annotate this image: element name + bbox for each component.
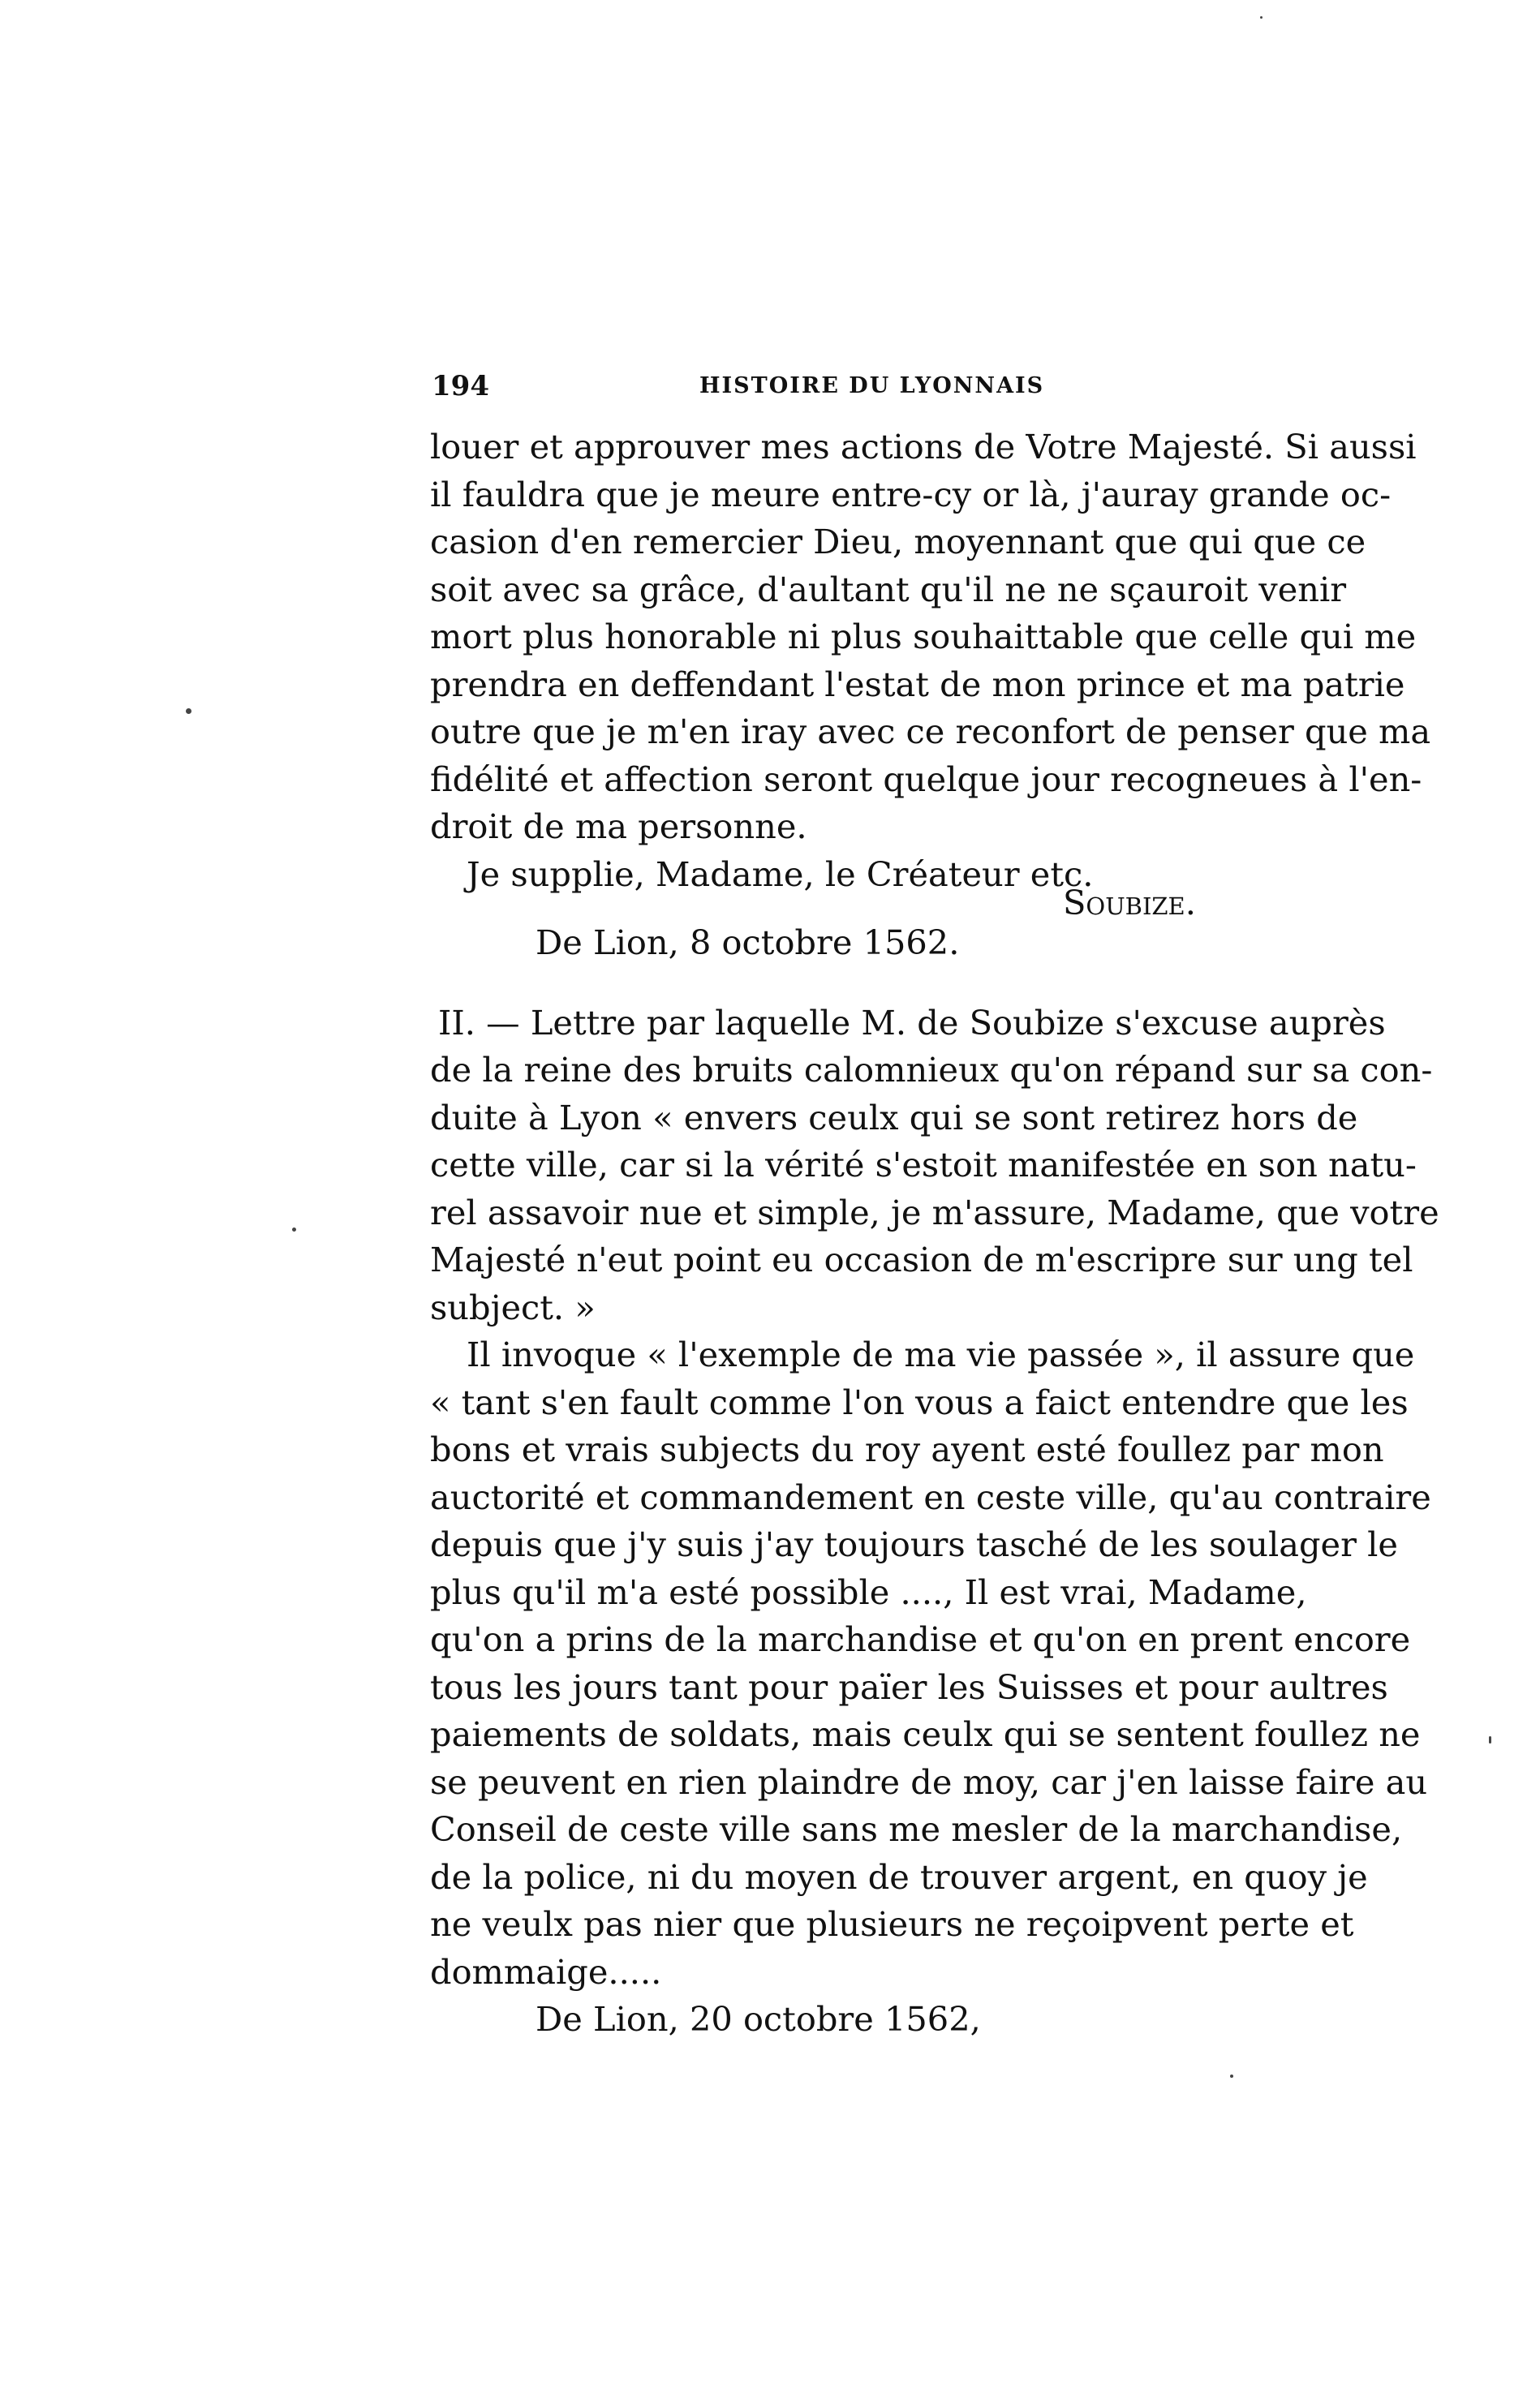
text-line: soit avec sa grâce, d'aultant qu'il ne ne sçauroit venir [430,569,1347,609]
letter-2-paragraph [430,1331,1431,2044]
page-number: 194 [432,370,489,402]
text-line: il fauldra que je meure entre-cy or là, j'auray grande oc- [430,474,1392,514]
scan-speck [186,708,191,714]
scan-speck [292,1228,296,1232]
text-line: subject. » [430,1287,596,1327]
text-line: duite à Lyon « envers ceulx qui se sont retirez hors de [430,1097,1358,1137]
text-line: depuis que j'y suis j'ay toujours tasché de les soulager le [430,1524,1398,1564]
letter-dateline: De Lion, 8 octobre 1562. [536,922,960,962]
text-line: outre que je m'en iray avec ce reconfort de penser que ma [430,712,1431,751]
text-line: cette ville, car si la vérité s'estoit manifestée en son natu- [430,1145,1417,1185]
text-line: casion d'en remercier Dieu, moyennant que qui que ce [430,522,1366,561]
text-line: dommaige..... [430,1951,662,1992]
section-gap [430,967,1302,1000]
letter-closing: Je supplie, Madame, le Créateur etc. [467,854,1094,894]
text-line: Conseil de ceste ville sans me mesler de la marchandise, [430,1809,1403,1849]
scan-speck [1489,1736,1491,1744]
text-line: de la police, ni du moyen de trouver argent, en quoy je [430,1856,1368,1897]
text-line: prendra en deffendant l'estat de mon prince et ma patrie [430,664,1405,704]
letter-dateline: De Lion, 20 octobre 1562, [536,1999,981,2039]
text-line: « tant s'en fault comme l'on vous a faict entendre que les [430,1382,1409,1422]
text-line: se peuvent en rien plaindre de moy, car j'en laisse faire au [430,1761,1428,1802]
page-header [432,370,1048,415]
text-line: plus qu'il m'a esté possible ...., Il est vrai, Madame, [430,1572,1307,1612]
text-line: qu'on a prins de la marchandise et qu'on en prent encore [430,1619,1411,1659]
text-line: fidélité et affection seront quelque jour recogneues à l'en- [430,759,1422,799]
running-title: HISTOIRE DU LYONNAIS [699,373,1045,398]
text-line: droit de ma personne. [430,806,807,846]
letter-signature: Soubize. [1063,883,1196,922]
text-line: II. — Lettre par laquelle M. de Soubize s'excuse auprès [438,1002,1386,1043]
text-line: mort plus honorable ni plus souhaittable que celle qui me [430,617,1417,656]
text-line: Il invoque « l'exemple de ma vie passée », il assure que [467,1335,1415,1374]
text-line: rel assavoir nue et simple, je m'assure, Madame, que votre [430,1192,1439,1232]
text-line: de la reine des bruits calomnieux qu'on répand sur sa con- [430,1050,1433,1090]
text-line: tous les jours tant pour païer les Suisses et pour aultres [430,1666,1388,1707]
body-text [430,424,1439,2044]
text-line: louer et approuver mes actions de Votre Majesté. Si aussi [430,427,1417,467]
letter-1-body [430,424,1431,967]
scan-speck [1230,2075,1233,2078]
text-line: paiements de soldats, mais ceulx qui se sentent foullez ne [430,1714,1421,1754]
text-line: bons et vrais subjects du roy ayent esté foullez par mon [430,1430,1384,1469]
text-line: Majesté n'eut point eu occasion de m'escripre sur ung tel [430,1240,1413,1279]
text-line: ne veulx pas nier que plusieurs ne reçoipvent perte et [430,1904,1354,1944]
text-line: auctorité et commandement en ceste ville, qu'au contraire [430,1477,1431,1517]
scan-speck [1260,16,1263,19]
letter-2-summary [430,1000,1439,1332]
